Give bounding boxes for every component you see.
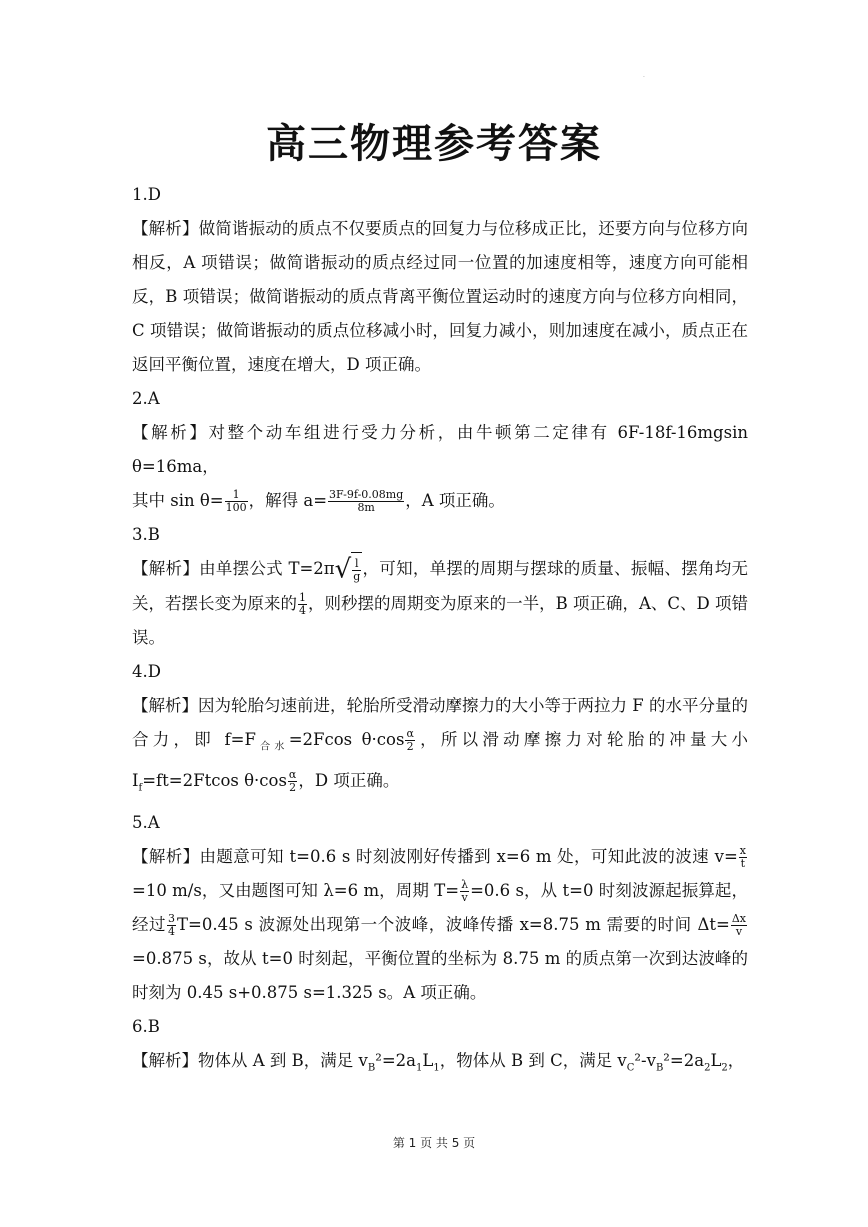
explanation-text: =ft=2Ftcos θ·cos [142, 771, 287, 791]
explanation-tag: 【解析】 [132, 696, 199, 715]
explanation-tag: 【解析】 [132, 219, 199, 238]
explanation-1 [132, 212, 748, 382]
explanation-2 [132, 416, 748, 518]
page-title: 高三物理参考答案 [266, 120, 602, 167]
fraction: $\frac{\alpha}{2}$ [288, 768, 297, 795]
fraction: $\frac{3F-9f-0.08mg}{8m}$ [329, 488, 404, 514]
square-root: √ $\frac{l}{g}$ [335, 552, 363, 587]
explanation-6: 【解析】物体从 A 到 B，满足 $v_B^2=2a_1L_1$，物体从 B 到 C，满足 $v_C^2-v_B^2=2a_2L_2$， [132, 1050, 745, 1073]
answer-number-4: 4.D [132, 662, 161, 681]
subscript: 合水 [255, 741, 289, 753]
explanation-tag: 【解析】 [132, 1050, 198, 1070]
answer-number-5: 5.A [132, 812, 160, 832]
answer-number-1: 1.D [132, 185, 161, 204]
subscript: f [138, 782, 143, 794]
explanation-text: =2Fcos θ·cos [288, 730, 405, 749]
explanation-text: 物体从 A 到 B，满足 v [198, 1050, 368, 1070]
answer-number-3: 3.B [132, 525, 160, 544]
fraction: $\frac{1}{100}$ [225, 488, 247, 514]
explanation-text: 其中 sin θ= [132, 491, 224, 510]
explanation-3 [132, 552, 748, 655]
fraction: $\frac{\alpha}{2}$ [406, 727, 414, 753]
scan-mark: · [643, 74, 645, 81]
explanation-text: ，则秒摆的周期变为原来的一半，B 项正确，A、C、D 项错误。 [132, 594, 748, 647]
fraction: $\frac{x}{t}$ [739, 843, 746, 870]
explanation-text: 对整个动车组进行受力分析，由牛顿第二定律有 6F-18f-16mgsin θ=16ma， [132, 423, 748, 476]
answer-number-2: 2.A [132, 389, 160, 408]
explanation-tag: 【解析】 [132, 559, 200, 578]
explanation-text: 由单摆公式 T=2π [199, 559, 335, 578]
explanation-text: ，可知，单摆的周期与摆球的质量、振幅、摆角均无关，若摆长变为原来的 [132, 559, 749, 613]
explanation-tag: 【解析】 [132, 423, 209, 442]
fraction: $\frac{3}{4}$ [168, 911, 176, 938]
answer-content [132, 178, 748, 1085]
fraction: $\frac{\Delta x}{v}$ [731, 911, 746, 938]
explanation-text: =0.6 s，从 t=0 时刻波源起振算起，经过 [132, 880, 748, 934]
page-footer: 第 1 页 共 5 页 [392, 1136, 476, 1150]
answer-number-6: 6.B [132, 1016, 160, 1036]
explanation-text: 做简谐振动的质点不仅要质点的回复力与位移成正比，还要方向与位移方向相反，A 项错误；做简谐振动的质点经过同一位置的加速度相等，速度方向可能相反，B 项错误；做简谐振动的质点背离平衡位置运动时的速度方向与位移方向相同，C 项错误；做简谐振动的质点位移减小时，回复力减小，则加速度在减小，质点正在返回平衡位置，速度在增大，D 项正确。 [132, 219, 749, 374]
explanation-text: =0.875 s，故从 t=0 时刻起，平衡位置的坐标为 8.75 m 的质点第一次到达波峰的时刻为 0.45 s+0.875 s=1.325 s。A 项正确。 [132, 948, 748, 1002]
explanation-text: ，所以滑动摩擦力对轮胎的冲量大小 I [132, 730, 749, 791]
fraction: $\frac{\lambda}{v}$ [461, 877, 469, 904]
explanation-text: =10 m/s，又由题图可知 λ=6 m，周期 T= [132, 880, 460, 900]
explanation-text: ，D 项正确。 [298, 771, 400, 791]
explanation-text: ，解得 a= [248, 491, 328, 510]
explanation-5 [132, 840, 748, 1010]
explanation-text: 由题意可知 t=0.6 s 时刻波刚好传播到 x=6 m 处，可知此波的波速 v= [199, 846, 738, 866]
explanation-tag: 【解析】 [132, 846, 200, 866]
explanation-text: ，A 项正确。 [405, 491, 505, 510]
fraction: $\frac{1}{4}$ [299, 591, 307, 617]
explanation-text: T=0.45 s 波源处出现第一个波峰，波峰传播 x=8.75 m 需要的时间 Δt= [177, 914, 730, 934]
explanation-4 [132, 689, 748, 806]
fraction: $\frac{l}{g}$ [353, 557, 361, 583]
explanation-text: 因为轮胎匀速前进，轮胎所受滑动摩擦力的大小等于两拉力 F 的水平分量的合力，即 f=F [132, 696, 748, 749]
